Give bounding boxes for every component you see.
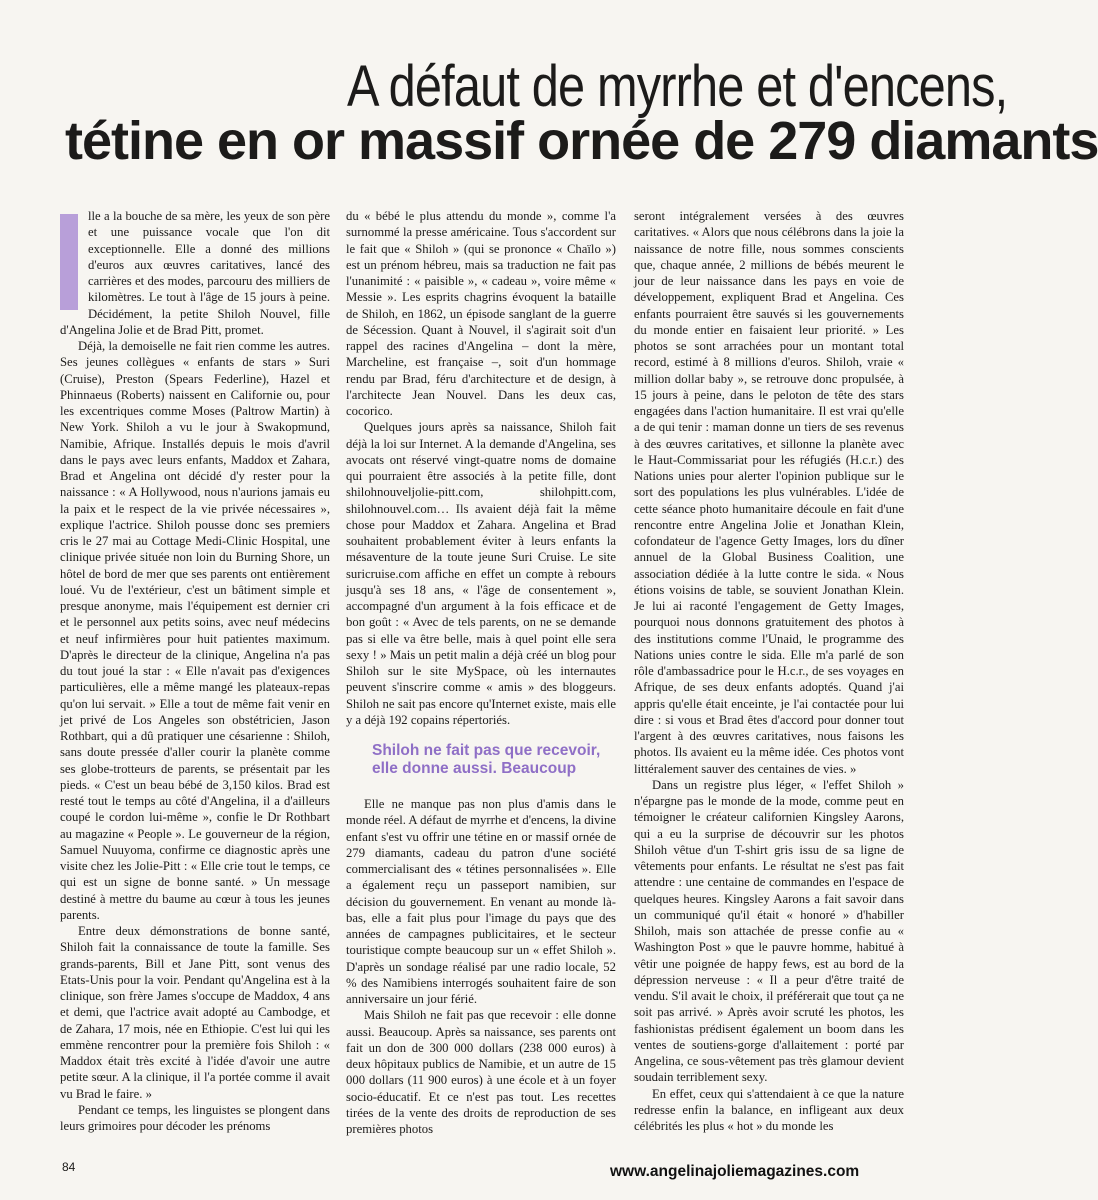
paragraph: Déjà, la demoiselle ne fait rien comme les autres. Ses jeunes collègues « enfants de stars » Suri (Cruise), Preston (Spears Federline), Hazel et Phinnaeus (Roberts) naissent en Californie ou, pour les excentriques comme Moses (Paltrow Martin) à New York. Shiloh a vu le jour à Swakopmund, Namibie, Afrique. Installés depuis le mois d'avril dans le pays avec leurs enfants, Maddox et Zahara, Brad et Angelina ont décidé d'y rester pour la naissance : « A Hollywood, nous n'aurions jamais eu la paix et le respect de la vie privée nécessaires », explique l'actrice. Shiloh pousse donc ses premiers cris le 27 mai au Cottage Medi-Clinic Hospital, une clinique privée située non loin du Burning Shore, un hôtel de bord de mer que ses parents ont entièrement loué. Vu de l'extérieur, c'est un bâtiment simple et presque anonyme, mais l'équipement est dernier cri et le personnel aux petits soins, avec neuf médecins et neuf infirmières pour huit patientes maximum. D'après le directeur de la clinique, Angelina n'a pas du tout joué la star : « Elle n'avait pas d'exigences particulières, elle a même mangé les plateaux-repas qu'on lui servait. » Elle a tout de même fait venir en jet privé de Los Angeles son obstétricien, Jason Rothbart, qui a dû pratiquer une césarienne : Shiloh, sans doute pressée d'aller courir la planète comme ses globe-trotteurs de parents, se présentait par les pieds. « C'est un beau bébé de 3,150 kilos. Brad est resté tout le temps au côté d'Angelina, il a d'ailleurs coupé le cordon lui-même », confie le Dr Rothbart au magazine « People ». Le gouverneur de la région, Samuel Nuuyoma, confirme ce diagnostic après une visite chez les Jolie-Pitt : « Elle crie tout le temps, ce qui est un signe de bonne santé. » Un message destiné à mettre du baume au cœur à tous les jeunes parents. bbox=[60, 339, 330, 922]
paragraph: En effet, ceux qui s'attendaient à ce que la nature redresse enfin la balance, en infligeant aux deux célébrités les plus « hot » du monde les bbox=[634, 1086, 904, 1133]
article-column-3 bbox=[634, 208, 904, 1158]
paragraph: Pendant ce temps, les linguistes se plongent dans leurs grimoires pour décoder les prénoms bbox=[60, 1102, 330, 1133]
paragraph: Quelques jours après sa naissance, Shiloh fait déjà la loi sur Internet. A la demande d'Angelina, ses avocats ont réservé vingt-quatre noms de domaine qui pourraient être associés à la petite fille, dont shilohnouveljolie-pitt.com, shilohpitt.com, shilohnouvel.com… Ils avaient déjà fait la même chose pour Maddox et Zahara. Angelina et Brad souhaitent probablement éviter à leurs enfants la mésaventure de la toute jeune Suri Cruise. Le site suricruise.com affiche en effet un compte à rebours jusqu'à ses 18 ans, « l'âge de consentement », accompagné d'un argument à la fois efficace et de bon goût : « Avec de tels parents, on ne se demande pas si elle va être belle, mais à quel point elle sera sexy ! » Mais un petit malin a déjà créé un blog pour Shiloh sur le site MySpace, où les internautes peuvent s'inscrire comme « amis » des bloggeurs. Shiloh ne sait pas encore qu'Internet existe, mais elle y a déjà 192 copains répertoriés. bbox=[346, 420, 616, 727]
page-number: 84 bbox=[62, 1160, 76, 1174]
drop-cap bbox=[60, 214, 78, 310]
paragraph: Entre deux démonstrations de bonne santé, Shiloh fait la connaissance de toute la famille. Ses grands-parents, Bill et Jane Pitt, sont venus des Etats-Unis pour la voir. Pendant qu'Angelina est à la clinique, son frère James s'occupe de Maddox, 4 ans et demi, que l'actrice avait adopté au Cambodge, et de Zahara, 17 mois, née en Ethiopie. C'est lui qui les emmène rencontrer pour la première fois Shiloh : « Maddox était très excité à l'idée d'avoir une autre petite sœur. A la clinique, il l'a portée comme il avait vu Brad le faire. » bbox=[60, 924, 330, 1101]
paragraph: Elle ne manque pas non plus d'amis dans le monde réel. A défaut de myrrhe et d'encens, la divine enfant s'est vu offrir une tétine en or massif ornée de 279 diamants, cadeau du patron d'une société commercialisant des « tétines personnalisées ». Elle a également reçu un passeport namibien, sur décision du gouvernement. En venant au monde là-bas, elle a fait plus pour l'image du pays que des années de campagnes publicitaires, et le secteur touristique compte beaucoup sur un « effet Shiloh ». D'après un sondage réalisé par une radio locale, 52 % des Namibiens interrogés souhaitent faire de son anniversaire un jour férié. bbox=[346, 797, 616, 1006]
article-column-1 bbox=[60, 208, 330, 1158]
paragraph: Mais Shiloh ne fait pas que recevoir : elle donne aussi. Beaucoup. Après sa naissance, ses parents ont fait un don de 300 000 dollars (238 000 euros) à deux hôpitaux publics de Namibie, et un autre de 15 000 dollars (11 900 euros) à une école et à un foyer socio-éducatif. Et ce n'est pas tout. Les recettes tirées de la vente des droits de reproduction de ses premières photos bbox=[346, 1008, 616, 1136]
paragraph: Dans un registre plus léger, « l'effet Shiloh » n'épargne pas le monde de la mode, comme peut en témoigner le créateur californien Kingsley Aarons, qui a eu la surprise de découvrir sur les photos Shiloh vêtue d'un T-shirt gris issu de sa ligne de vêtements pour enfants. Le résultat ne s'est pas fait attendre : une centaine de commandes en l'espace de quelques heures. Kingsley Aarons a fait savoir dans un communiqué qu'il était « honoré » d'habiller Shiloh, mais son attachée de presse confie au « Washington Post » que le pauvre homme, habitué à vêtir une poignée de happy fews, est au bord de la dépression nerveuse : « Il a peur d'être traité de vendu. S'il avait le choix, il préférerait que tout ça ne soit pas arrivé. » Après avoir scruté les photos, les fashionistas prédisent également un boom dans les ventes de soutiens-gorge d'allaitement : porté par Angelina, ce sous-vêtement pas très glamour devient soudain terriblement sexy. bbox=[634, 777, 904, 1085]
pull-quote: Shiloh ne fait pas que recevoir, elle donne aussi. Beaucoup bbox=[372, 742, 601, 777]
headline-line-1: A défaut de myrrhe et d'encens, bbox=[347, 54, 1008, 119]
headline-line-2: tétine en or massif ornée de 279 diamants bbox=[65, 111, 1098, 171]
paragraph: du « bébé le plus attendu du monde », comme l'a surnommé la presse américaine. Tous s'accordent sur le fait que « Shiloh » (qui se prononce « Chaïlo ») est un prénom hébreu, mais sa traduction ne fait pas l'unanimité : « paisible », « cadeau », voire même « Messie ». Les esprits chagrins évoquent la bataille de Shiloh, en 1862, un épisode sanglant de la guerre de Sécession. Quant à Nouvel, il s'agirait soit d'un rappel des racines d'Angelina – dont la mère, Marcheline, est française –, soit d'un hommage rendu par Brad, féru d'architecture et de design, à l'architecte Jean Nouvel. Dans les deux cas, cocorico. bbox=[346, 209, 616, 418]
article-column-2 bbox=[346, 208, 616, 1158]
paragraph: seront intégralement versées à des œuvres caritatives. « Alors que nous célébrons dans la joie la naissance de notre fille, nous sommes conscients que, chaque année, 2 millions de bébés meurent le jour de leur naissance dans les pays en voie de développement, expliquent Brad et Angelina. Ces enfants pourraient être sauvés si les gouvernements du monde entier en faisaient leur priorité. » Les photos se sont arrachées pour un montant total record, estimé à 8 millions d'euros. Shiloh, vraie « million dollar baby », se retrouve donc propulsée, à 15 jours à peine, dans le peloton de tête des stars engagées dans l'action humanitaire. Il est vrai qu'elle a de qui tenir : maman donne un tiers de ses revenus à des œuvres caritatives, et sillonne la planète avec le Haut-Commissariat pour les réfugiés (H.c.r.) des Nations unies pour alerter l'opinion publique sur le sort des populations les plus vulnérables. L'idée de cette séance photo humanitaire découle en fait d'une rencontre entre Angelina Jolie et Jonathan Klein, cofondateur de l'agence Getty Images, lors du dîner annuel de la Global Business Coalition, une association dédiée à la lutte contre le sida. « Nous étions voisins de table, se souvient Jonathan Klein. Je lui ai raconté l'engagement de Getty Images, pourquoi nous donnons gratuitement des photos à des institutions comme l'Unaid, le programme des Nations unies contre le sida. Elle m'a parlé de son rôle d'ambassadrice pour le H.c.r., de ses voyages en Afrique, de ses deux enfants adoptés. Quand j'ai appris qu'elle était enceinte, je l'ai contactée pour lui dire : si vous et Brad êtes d'accord pour donner tout l'argent à des œuvres caritatives, nous faisons les photos. Ils avaient eu la même idée. Ces photos vont littéralement sauver des centaines de vies. » bbox=[634, 209, 904, 776]
website-credit: www.angelinajoliemagazines.com bbox=[610, 1163, 860, 1180]
paragraph: lle a la bouche de sa mère, les yeux de son père et une puissance vocale que l'on dit exceptionnelle. Elle a donné des millions d'euros aux œuvres caritatives, lancé des carrières et des modes, parcouru des milliers de kilomètres. Le tout à l'âge de 15 jours à peine. Décidément, la petite Shiloh Nouvel, fille d'Angelina Jolie et de Brad Pitt, promet. bbox=[60, 209, 330, 337]
